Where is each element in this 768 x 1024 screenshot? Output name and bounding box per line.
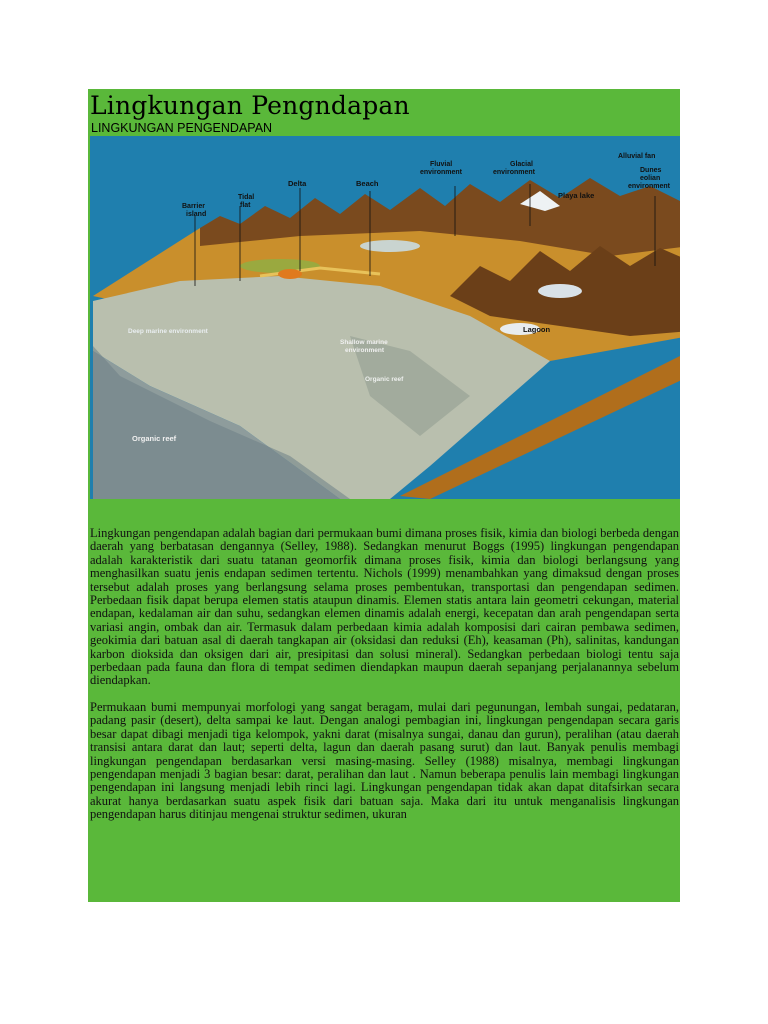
label-tidal-flat: Tidal flat	[238, 194, 255, 209]
label-organic-reef-shelf: Organic reef	[365, 376, 404, 383]
body-text	[90, 527, 679, 835]
label-organic-reef: Organic reef	[132, 434, 177, 443]
label-lagoon: Lagoon	[523, 325, 551, 334]
label-beach: Beach	[356, 179, 379, 188]
paragraph-2: Permukaan bumi mempunyai morfologi yang sangat beragam, mulai dari pegunungan, lembah sungai, pedataran, padang pasir (desert), delta sampai ke laut. Dengan analogi pembagian ini, lingkungan pengendapan secara garis besar dapat dibagi menjadi tiga kelompok, yakni darat (misalnya sungai, danau dan gurun), peralihan (atau daerah transisi antara darat dan laut; seperti delta, lagun dan daerah pasang surut) dan laut. Banyak penulis membagi lingkungan pengendapan berdasarkan versi masing-masing. Selley (1988) misalnya, membagi lingkungan pengendapan menjadi 3 bagian besar: darat, peralihan dan laut . Namun beberapa penulis lain membagi lingkungan pengendapan ini langsung menjadi lebih rinci lagi. Lingkungan pengendapan tidak akan dapat ditafsirkan secara akurat hanya berdasarkan suatu aspek fisik dari batuan saja. Maka dari itu untuk menganalisis lingkungan pengendapan harus ditinjau mengenai struktur sedimen, ukuran	[90, 699, 679, 822]
label-deep-marine: Deep marine environment	[128, 328, 208, 335]
label-delta: Delta	[288, 179, 307, 188]
paragraph-1: Lingkungan pengendapan adalah bagian dari permukaan bumi dimana proses fisik, kimia dan biologi berbeda dengan daerah yang berbatasan dengannya (Selley, 1988). Sedangkan menurut Boggs (1995) lingkungan pengendapan adalah karakteristik dari suatu tatanan geomorfik dimana proses fisik, kimia dan biologi berlangsung yang menghasilkan suatu jenis endapan sedimen tertentu. Nichols (1999) menambahkan yang dimaksud dengan proses tersebut adalah proses yang berlangsung selama proses pembentukan, transportasi dan pengendapan sedimen. Perbedaan fisik dapat berupa elemen statis ataupun dinamis. Elemen statis antara lain geometri cekungan, material endapan, kedalaman air dan suhu, sedangkan elemen dinamis adalah energi, kecepatan dan arah pengendapan serta variasi angin, ombak dan air. Termasuk dalam perbedaan kimia adalah komposisi dari cairan pembawa sedimen, geokimia dari batuan asal di daerah tangkapan air (oksidasi dan reduksi (Eh), keasaman (Ph), salinitas, kandungan karbon dioksida dan oksigen dari air, presipitasi dan solusi mineral). Sedangkan perbedaan biologi tentu saja perbedaan pada fauna dan flora di tempat sedimen diendapkan maupun daerah sepanjang perjalanannya sebelum diendapkan.	[90, 526, 679, 688]
label-playa-lake: Playa lake	[558, 191, 595, 200]
label-alluvial-fan: Alluvial fan	[618, 153, 656, 160]
label-shallow-marine: Shallow marine environment	[340, 339, 388, 354]
label-glacial: Glacial environment	[493, 161, 536, 176]
document-page	[88, 89, 680, 902]
label-fluvial: Fluvial environment	[420, 161, 463, 176]
page-title: Lingkungan Pengndapan	[90, 91, 410, 120]
label-barrier-island: Barrier island	[182, 203, 207, 218]
page-subtitle: LINGKUNGAN PENGENDAPAN	[91, 121, 273, 135]
plain-lake	[360, 240, 420, 252]
label-dunes: Dunes eolian environment	[628, 167, 671, 190]
playa-lake	[538, 284, 582, 298]
depositional-environment-diagram	[90, 136, 680, 499]
delta-fan	[278, 269, 302, 279]
